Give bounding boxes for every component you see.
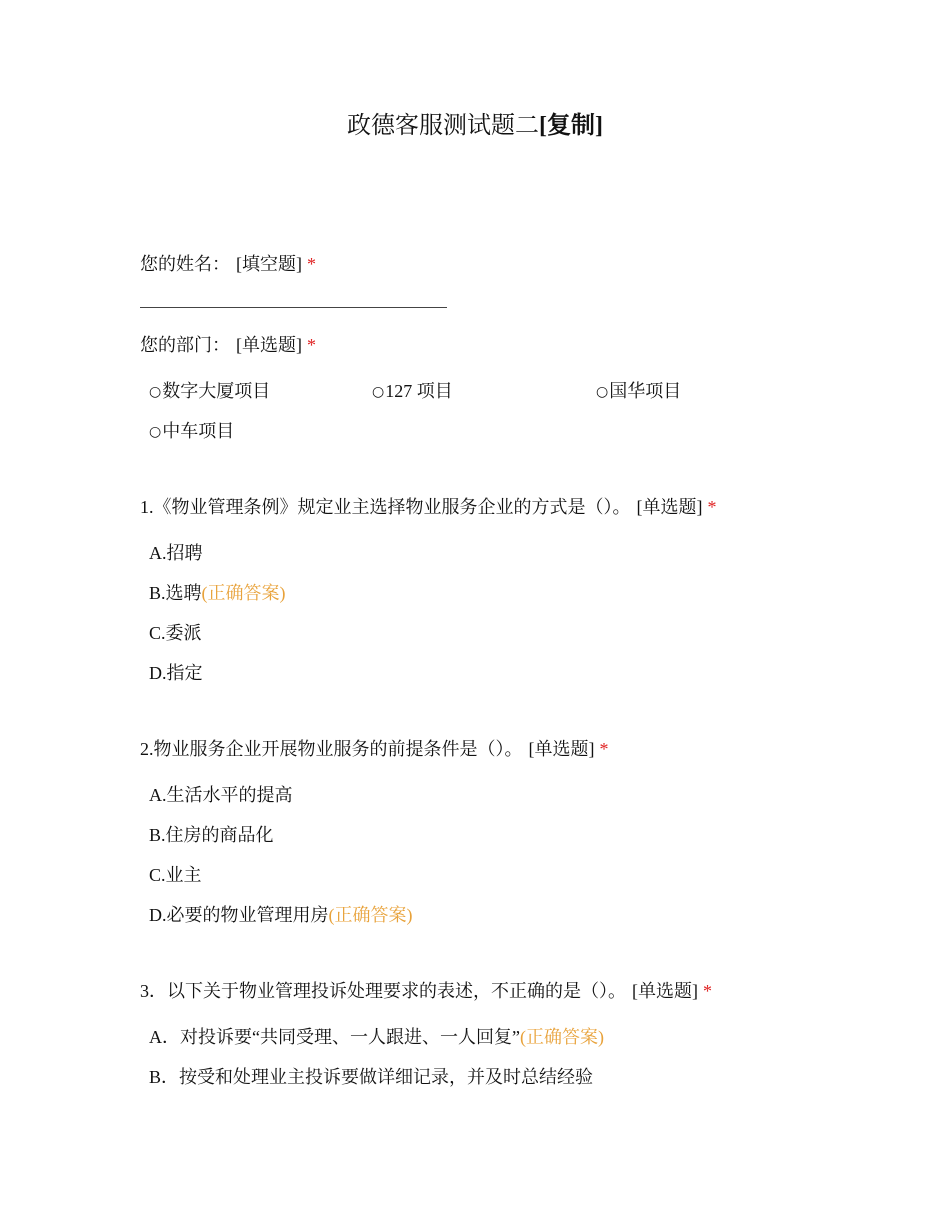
dept-option[interactable]	[372, 378, 453, 406]
title-text: 政德客服测试题二	[347, 113, 539, 139]
question-3	[140, 978, 712, 1004]
question-text: 3．以下关于物业管理投诉处理要求的表述，不正确的是（）。	[140, 981, 626, 1001]
option-label: 中车项目	[162, 421, 235, 441]
question-type: [单选题]	[236, 335, 302, 355]
question-type: [单选题]	[528, 739, 595, 759]
option-label: 国华项目	[609, 381, 682, 401]
question-department	[140, 332, 316, 358]
radio-icon: ○	[596, 384, 609, 400]
question-type: [单选题]	[632, 981, 698, 1001]
required-mark: *	[307, 335, 316, 355]
name-input-line[interactable]	[140, 307, 447, 308]
q3-option-b[interactable]	[149, 1064, 593, 1090]
radio-icon: ○	[372, 384, 385, 400]
question-type: [填空题]	[236, 254, 302, 274]
radio-icon: ○	[149, 424, 162, 440]
option-label: D.必要的物业管理用房	[149, 905, 329, 925]
q3-option-a[interactable]	[149, 1024, 604, 1050]
option-label: C.业主	[149, 865, 202, 885]
question-text: 您的姓名：	[140, 254, 230, 274]
dept-option[interactable]	[149, 418, 234, 446]
q1-option-b[interactable]	[149, 580, 286, 606]
question-name	[140, 251, 316, 277]
q2-option-c[interactable]	[149, 862, 202, 888]
option-label: A.招聘	[149, 543, 203, 563]
question-2	[140, 736, 609, 762]
question-1	[140, 494, 717, 520]
option-label: 127 项目	[385, 381, 453, 401]
option-label: A．对投诉要“共同受理、一人跟进、一人回复”	[149, 1027, 520, 1047]
question-text: 1.《物业管理条例》规定业主选择物业服务企业的方式是（）。	[140, 497, 631, 517]
question-text: 2.物业服务企业开展物业服务的前提条件是（）。	[140, 739, 523, 759]
option-label: B.住房的商品化	[149, 825, 274, 845]
q2-option-b[interactable]	[149, 822, 274, 848]
q1-option-c[interactable]	[149, 620, 202, 646]
correct-answer-tag: (正确答案)	[201, 583, 286, 603]
dept-option[interactable]	[596, 378, 681, 406]
q2-option-d[interactable]	[149, 902, 413, 928]
title-suffix: [复制]	[539, 113, 603, 139]
dept-option[interactable]	[149, 378, 270, 406]
question-text: 您的部门：	[140, 335, 230, 355]
option-label: 数字大厦项目	[162, 381, 271, 401]
option-label: B．按受和处理业主投诉要做详细记录，并及时总结经验	[149, 1067, 594, 1087]
question-type: [单选题]	[636, 497, 703, 517]
q2-option-a[interactable]	[149, 782, 293, 808]
page-title	[0, 110, 950, 142]
required-mark: *	[703, 981, 712, 1001]
correct-answer-tag: (正确答案)	[328, 905, 413, 925]
option-label: B.选聘	[149, 583, 202, 603]
required-mark: *	[707, 497, 717, 517]
option-label: D.指定	[149, 663, 203, 683]
required-mark: *	[307, 254, 316, 274]
required-mark: *	[599, 739, 609, 759]
option-label: C.委派	[149, 623, 202, 643]
correct-answer-tag: (正确答案)	[519, 1027, 604, 1047]
option-label: A.生活水平的提高	[149, 785, 293, 805]
q1-option-a[interactable]	[149, 540, 203, 566]
q1-option-d[interactable]	[149, 660, 203, 686]
radio-icon: ○	[149, 384, 162, 400]
